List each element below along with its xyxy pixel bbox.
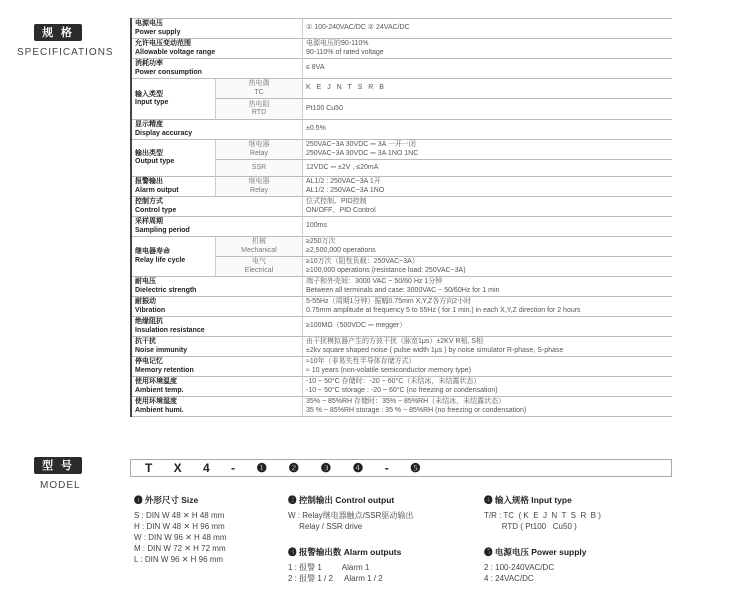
- spec-value: ≤ 8VA: [303, 59, 673, 79]
- list-item: 2 : 100-240VAC/DC: [484, 563, 555, 572]
- size-heading: ❶ 外形尺寸 Size: [134, 495, 199, 505]
- model-code: T X 4 - ❶ ❷ ❸ ❹ - ❺: [130, 459, 672, 477]
- spec-subitem-cn: 热电阻: [248, 100, 270, 108]
- table-row: [131, 337, 672, 357]
- spec-value-en: ±2kv square shaped noise ( pulse width 1μs ) by noise simulator R-phase, S-phase: [306, 346, 564, 354]
- spec-item-en: Output type: [135, 158, 175, 165]
- spec-item-cn: 耐电压: [135, 278, 156, 285]
- spec-item: [131, 120, 303, 140]
- spec-subitem-cn: 继电器: [248, 141, 270, 148]
- list-item: RTD ( Pt100 Cu50 ): [484, 522, 577, 531]
- spec-value-en: Between all terminals and case: 3000VAC ~ 50/60Hz for 1 min: [306, 286, 500, 294]
- table-row: [131, 140, 672, 160]
- table-row: [131, 19, 672, 39]
- spec-subitem-en: Mechanical: [241, 246, 277, 254]
- spec-item-en: Ambient temp.: [135, 386, 184, 394]
- spec-subitem: [216, 257, 303, 277]
- spec-item-en: Noise immunity: [135, 346, 188, 354]
- table-row: [131, 217, 672, 237]
- spec-item-cn: 报警输出: [135, 178, 163, 185]
- spec-value-cn: ≥10万次（阻性负载：250VAC~3A）: [306, 258, 419, 265]
- spec-value: 100ms: [303, 217, 673, 237]
- list-item: 4 : 24VAC/DC: [484, 574, 534, 583]
- spec-item-en: Sampling period: [135, 226, 190, 234]
- spec-value-en: -10 ~ 50°C storage : -20 ~ 60°C (no freezing or condensation): [306, 386, 498, 394]
- spec-item-en: Memory retention: [135, 366, 194, 374]
- spec-value: [303, 237, 673, 257]
- table-row: [131, 177, 672, 197]
- spec-item-cn: 采样周期: [135, 218, 163, 225]
- table-row: [131, 317, 672, 337]
- spec-subitem-cn: 热电偶: [248, 80, 270, 87]
- spec-item: [131, 140, 216, 177]
- spec-value: [303, 357, 673, 377]
- alarm-output-options: [288, 546, 401, 584]
- spec-value: [303, 297, 673, 317]
- spec-item-en: Input type: [135, 99, 169, 106]
- spec-item-cn: 抗干扰: [135, 338, 156, 345]
- spec-value-cn: -10 ~ 50°C 存储时：-20 ~ 60°C（未结冰，未结露状态）: [306, 378, 481, 385]
- spec-value-cn: 35% ~ 85%RH 存储时：35% ~ 85%RH（未结冰，未结露状态）: [306, 398, 506, 405]
- spec-value: [303, 277, 673, 297]
- spec-value-en: ≈ 10 years (non-volatile semiconductor memory type): [306, 366, 471, 374]
- spec-value-cn: 电源电压的90-110%: [306, 40, 369, 47]
- list-item: Relay / SSR drive: [288, 522, 363, 531]
- table-row: [131, 297, 672, 317]
- spec-item: [131, 317, 303, 337]
- spec-item-en: Display accuracy: [135, 129, 193, 137]
- spec-subitem-en: Relay: [250, 149, 268, 157]
- list-item: S : DIN W 48 ✕ H 48 mm: [134, 511, 225, 520]
- spec-subitem-en: Relay: [250, 186, 268, 194]
- spec-item-en: Insulation resistance: [135, 326, 205, 334]
- spec-subitem: [216, 237, 303, 257]
- list-item: H : DIN W 48 ✕ H 96 mm: [134, 522, 225, 531]
- list-item: 2 : 报警 1 / 2 Alarm 1 / 2: [288, 574, 383, 583]
- spec-value-en: ON/OFF、PID Control: [306, 206, 376, 214]
- spec-item-cn: 电源电压: [135, 20, 163, 27]
- spec-value-cn: ≥250万次: [306, 238, 336, 245]
- spec-value-cn: AL1/2 : 250VAC~3A 1开: [306, 178, 381, 185]
- size-options: [134, 494, 227, 565]
- spec-subitem-en: Electrical: [244, 266, 274, 274]
- spec-item-cn: 控制方式: [135, 198, 163, 205]
- spec-item: [131, 397, 303, 417]
- list-item: L : DIN W 96 ✕ H 96 mm: [134, 555, 224, 564]
- table-row: [131, 357, 672, 377]
- spec-subitem-cn: 机械: [252, 238, 266, 245]
- table-row: [131, 79, 672, 99]
- spec-item: [131, 39, 303, 59]
- power-supply-options: [484, 546, 587, 584]
- spec-value-en: AL1/2 : 250VAC~3A 1NO: [306, 186, 385, 194]
- spec-value-cn: ≈10年（非易失性半导体存储方式）: [306, 358, 416, 365]
- list-item: M : DIN W 72 ✕ H 72 mm: [134, 544, 226, 553]
- spec-item: [131, 377, 303, 397]
- spec-value: ≥100MΩ（500VDC ⎓ megger）: [303, 317, 673, 337]
- spec-value-en: 35 % ~ 85%RH storage : 35 % ~ 85%RH (no freezing or condensation): [306, 406, 527, 414]
- spec-subitem-cn: 电气: [252, 258, 266, 265]
- spec-item: [131, 197, 303, 217]
- spec-subitem-cn: 继电器: [248, 178, 270, 185]
- spec-item-en: Power consumption: [135, 68, 202, 76]
- spec-value-cn: 250VAC~3A 30VDC ⎓ 3A 一开一闭: [306, 141, 416, 148]
- spec-value-cn: 由干扰模拟器产生的方波干扰（脉宽1μs）±2KV R相, S相: [306, 338, 484, 345]
- spec-item-cn: 显示精度: [135, 121, 163, 128]
- table-row: [131, 397, 672, 417]
- spec-value-cn: 端子和外壳间：3000 VAC ~ 50/60 Hz 1分钟: [306, 278, 443, 285]
- spec-item: [131, 177, 216, 197]
- table-row: [131, 59, 672, 79]
- spec-item-cn: 耐振动: [135, 298, 156, 305]
- spec-item-cn: 继电器寿命: [135, 248, 170, 255]
- spec-subitem: [216, 79, 303, 99]
- spec-subitem: SSR: [216, 160, 303, 177]
- spec-value: [303, 257, 673, 277]
- table-row: [131, 39, 672, 59]
- model-label: MODEL: [40, 480, 81, 491]
- spec-value: [303, 39, 673, 59]
- input-type-options: [484, 494, 601, 532]
- spec-item-en: Control type: [135, 206, 177, 214]
- spec-value-en: 90-110% of rated voltage: [306, 48, 384, 56]
- spec-value: 12VDC ⎓ ±2V , ≤20mA: [303, 160, 673, 177]
- spec-value-en: ≥2,500,000 operations: [306, 246, 376, 254]
- table-row: [131, 237, 672, 257]
- list-item: 1 : 报警 1 Alarm 1: [288, 563, 370, 572]
- spec-value: ① 100-240VAC/DC ② 24VAC/DC: [303, 19, 673, 39]
- specifications-badge: 规 格: [34, 24, 82, 41]
- spec-subitem: [216, 99, 303, 120]
- spec-value-en: 250VAC~3A 30VDC ⎓ 3A 1NO 1NC: [306, 149, 419, 157]
- spec-item-cn: 输出类型: [135, 149, 163, 157]
- spec-value: Pt100 Cu50: [303, 99, 673, 120]
- spec-item-cn: 允许电压变动范围: [135, 40, 191, 47]
- spec-subitem: [216, 177, 303, 197]
- spec-subitem: [216, 140, 303, 160]
- spec-subitem-en: TC: [254, 88, 264, 96]
- spec-item: [131, 297, 303, 317]
- spec-item-cn: 输入类型: [135, 90, 163, 98]
- spec-item-en: Power supply: [135, 28, 181, 36]
- spec-value: [303, 197, 673, 217]
- spec-item: [131, 217, 303, 237]
- spec-value-en: 0.75mm amplitude at frequency 5 to 55Hz ( for 1 min.) in each X,Y,Z direction for 2 hours: [306, 306, 581, 314]
- specifications-label: SPECIFICATIONS: [17, 47, 114, 58]
- spec-value: [303, 397, 673, 417]
- spec-subitem-en: RTD: [251, 109, 267, 116]
- spec-item-cn: 使用环境温度: [135, 378, 177, 385]
- control-output-heading: ❷ 控制输出 Control output: [288, 495, 395, 505]
- spec-item: [131, 19, 303, 39]
- spec-item: [131, 337, 303, 357]
- table-row: [131, 377, 672, 397]
- spec-value-cn: 5-55Hz（周期1分钟）振幅0.75mm X,Y,Z各方向2小时: [306, 298, 472, 305]
- spec-value: [303, 377, 673, 397]
- spec-item-en: Allowable voltage range: [135, 48, 216, 56]
- spec-item: [131, 277, 303, 297]
- list-item: W : Relay继电器触点/SSR驱动输出: [288, 511, 414, 520]
- spec-item: [131, 357, 303, 377]
- input-type-heading: ❹ 输入规格 Input type: [484, 495, 572, 505]
- spec-value: ±0.5%: [303, 120, 673, 140]
- spec-item-en: Vibration: [135, 306, 166, 314]
- spec-value: [303, 140, 673, 160]
- alarm-output-heading: ❸ 报警输出数 Alarm outputs: [288, 547, 402, 557]
- list-item: W : DIN W 96 ✕ H 48 mm: [134, 533, 227, 542]
- table-row: [131, 277, 672, 297]
- spec-item: [131, 59, 303, 79]
- spec-item-cn: 使用环境湿度: [135, 398, 177, 405]
- spec-item-en: Ambient humi.: [135, 406, 184, 414]
- spec-item-cn: 消耗功率: [135, 60, 163, 67]
- spec-item: [131, 79, 216, 120]
- table-row: [131, 197, 672, 217]
- spec-value: [303, 337, 673, 357]
- specifications-table: [130, 18, 672, 417]
- spec-value: K E J N T S R B: [303, 79, 673, 99]
- spec-item-en: Alarm output: [135, 186, 179, 194]
- power-supply-heading: ❺ 电源电压 Power supply: [484, 547, 587, 557]
- spec-value-cn: 位式控制、PID控制: [306, 198, 367, 205]
- list-item: T/R : TC ( K E J N T S R B ): [484, 511, 601, 520]
- spec-value: [303, 177, 673, 197]
- spec-value-en: ≥100,000 operations (resistance load: 250VAC~3A): [306, 266, 466, 274]
- spec-item-en: Dielectric strength: [135, 286, 197, 294]
- spec-item-cn: 绝缘阻抗: [135, 318, 163, 325]
- spec-item-en: Relay life cycle: [135, 256, 186, 264]
- table-row: [131, 120, 672, 140]
- control-output-options: [288, 494, 413, 532]
- spec-item-cn: 停电记忆: [135, 358, 163, 365]
- spec-item: [131, 237, 216, 277]
- model-badge: 型 号: [34, 457, 82, 474]
